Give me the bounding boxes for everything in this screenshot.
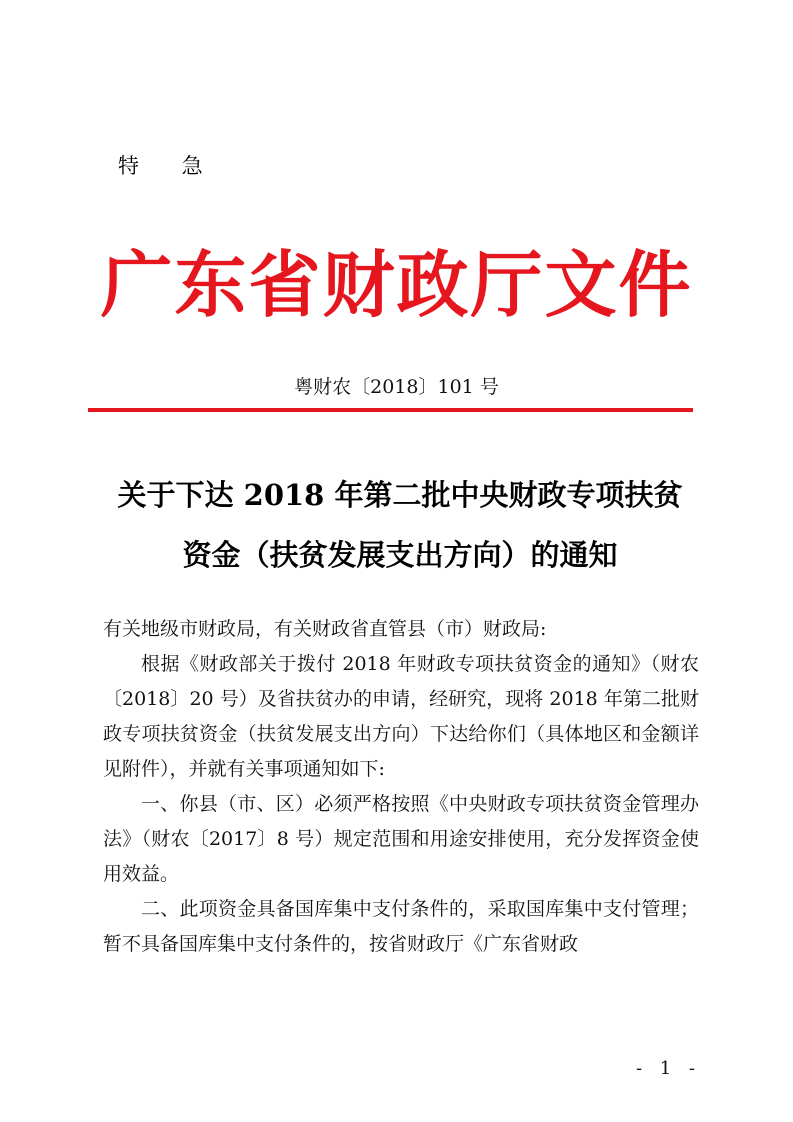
salutation: 有关地级市财政局，有关财政省直管县（市）财政局: — [103, 618, 547, 640]
body-paragraph: 二、此项资金具备国库集中支付条件的，采取国库集中支付管理；暂不具备国库集中支付条件的，按省财政厅《广东省财政 — [103, 898, 699, 955]
title-line: 关于下达 2018 年第二批中央财政专项扶贫 — [117, 478, 683, 512]
body-paragraph: 一、你县（市、区）必须严格按照《中央财政专项扶贫资金管理办法》（财农〔2017〕8 号）规定范围和用途安排使用，充分发挥资金使用效益。 — [103, 793, 699, 885]
urgency-label: 特 急 — [118, 154, 221, 178]
page-number: - 1 - — [635, 1058, 701, 1079]
document-number: 粤财农〔2018〕101 号 — [294, 376, 499, 398]
issuer-masthead: 广东省财政厅文件 — [100, 243, 693, 327]
document-body — [103, 612, 699, 962]
red-separator-line — [88, 408, 693, 412]
body-paragraph: 根据《财政部关于拨付 2018 年财政专项扶贫资金的通知》（财农〔2018〕20 号）及省扶贫办的申请，经研究，现将 2018 年第二批财政专项扶贫资金（扶贫发展支出方向）下达给你们（具体地区和金额详见附件），并就有关事项通知如下: — [103, 653, 699, 780]
document-title — [100, 465, 700, 585]
title-line: 资金（扶贫发展支出方向）的通知 — [182, 538, 618, 572]
